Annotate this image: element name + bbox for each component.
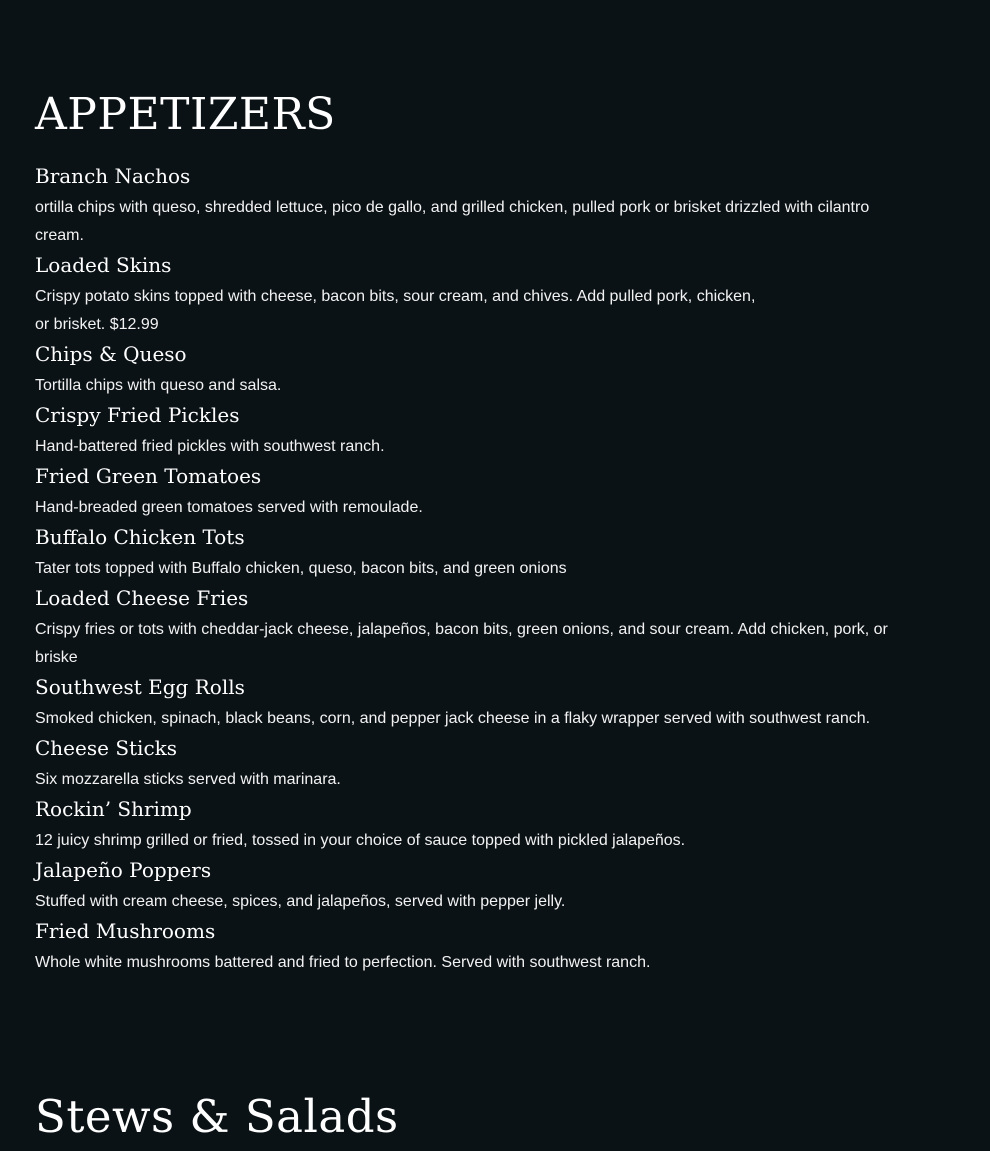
- menu-item-name: Loaded Skins: [35, 253, 172, 277]
- menu-item-jalapeno-poppers: [35, 855, 955, 916]
- menu-item-fried-green-tomatoes: [35, 461, 955, 522]
- menu-item-description: Hand-breaded green tomatoes served with remoulade.: [35, 499, 423, 516]
- menu-item-chips-queso: [35, 339, 955, 400]
- appetizers-menu-list: [35, 161, 955, 977]
- menu-item-name: Rockin’ Shrimp: [35, 797, 192, 821]
- menu-item-buffalo-chicken-tots: [35, 522, 955, 583]
- menu-item-southwest-egg-rolls: [35, 672, 955, 733]
- menu-item-description: Six mozzarella sticks served with marinara.: [35, 771, 341, 788]
- menu-item-description: Whole white mushrooms battered and fried to perfection. Served with southwest ranch.: [35, 954, 651, 971]
- menu-item-description: 12 juicy shrimp grilled or fried, tossed in your choice of sauce topped with pickled jalapeños.: [35, 832, 686, 849]
- menu-item-description: Tortilla chips with queso and salsa.: [35, 377, 282, 394]
- menu-item-description: Crispy potato skins topped with cheese, bacon bits, sour cream, and chives. Add pulled pork, chicken, or brisket. $12.99: [35, 288, 756, 333]
- menu-item-name: Loaded Cheese Fries: [35, 586, 249, 610]
- menu-item-name: Chips & Queso: [35, 342, 187, 366]
- menu-item-name: Fried Mushrooms: [35, 919, 216, 943]
- menu-item-loaded-skins: [35, 250, 955, 339]
- menu-item-description: Hand-battered fried pickles with southwest ranch.: [35, 438, 385, 455]
- appetizers-section-title: APPETIZERS: [35, 89, 336, 140]
- menu-item-rockin-shrimp: [35, 794, 955, 855]
- menu-item-name: Fried Green Tomatoes: [35, 464, 262, 488]
- menu-item-loaded-cheese-fries: [35, 583, 955, 672]
- menu-item-name: Southwest Egg Rolls: [35, 675, 245, 699]
- menu-item-branch-nachos: [35, 161, 955, 250]
- menu-item-name: Buffalo Chicken Tots: [35, 525, 245, 549]
- menu-item-name: Cheese Sticks: [35, 736, 178, 760]
- menu-item-name: Crispy Fried Pickles: [35, 403, 240, 427]
- stews-salads-section-title: Stews & Salads: [35, 1090, 399, 1143]
- menu-item-name: Jalapeño Poppers: [35, 858, 212, 882]
- menu-item-description: Smoked chicken, spinach, black beans, corn, and pepper jack cheese in a flaky wrapper served with southwest ranch.: [35, 710, 871, 727]
- menu-item-crispy-fried-pickles: [35, 400, 955, 461]
- menu-item-fried-mushrooms: [35, 916, 955, 977]
- menu-item-cheese-sticks: [35, 733, 955, 794]
- menu-item-description: ortilla chips with queso, shredded lettuce, pico de gallo, and grilled chicken, pulled pork or brisket drizzled with cilantro cream.: [35, 199, 870, 244]
- menu-item-description: Tater tots topped with Buffalo chicken, queso, bacon bits, and green onions: [35, 560, 567, 577]
- menu-item-description: Crispy fries or tots with cheddar-jack cheese, jalapeños, bacon bits, green onions, and sour cream. Add chicken, pork, or briske: [35, 621, 888, 666]
- menu-item-name: Branch Nachos: [35, 164, 191, 188]
- menu-item-description: Stuffed with cream cheese, spices, and jalapeños, served with pepper jelly.: [35, 893, 566, 910]
